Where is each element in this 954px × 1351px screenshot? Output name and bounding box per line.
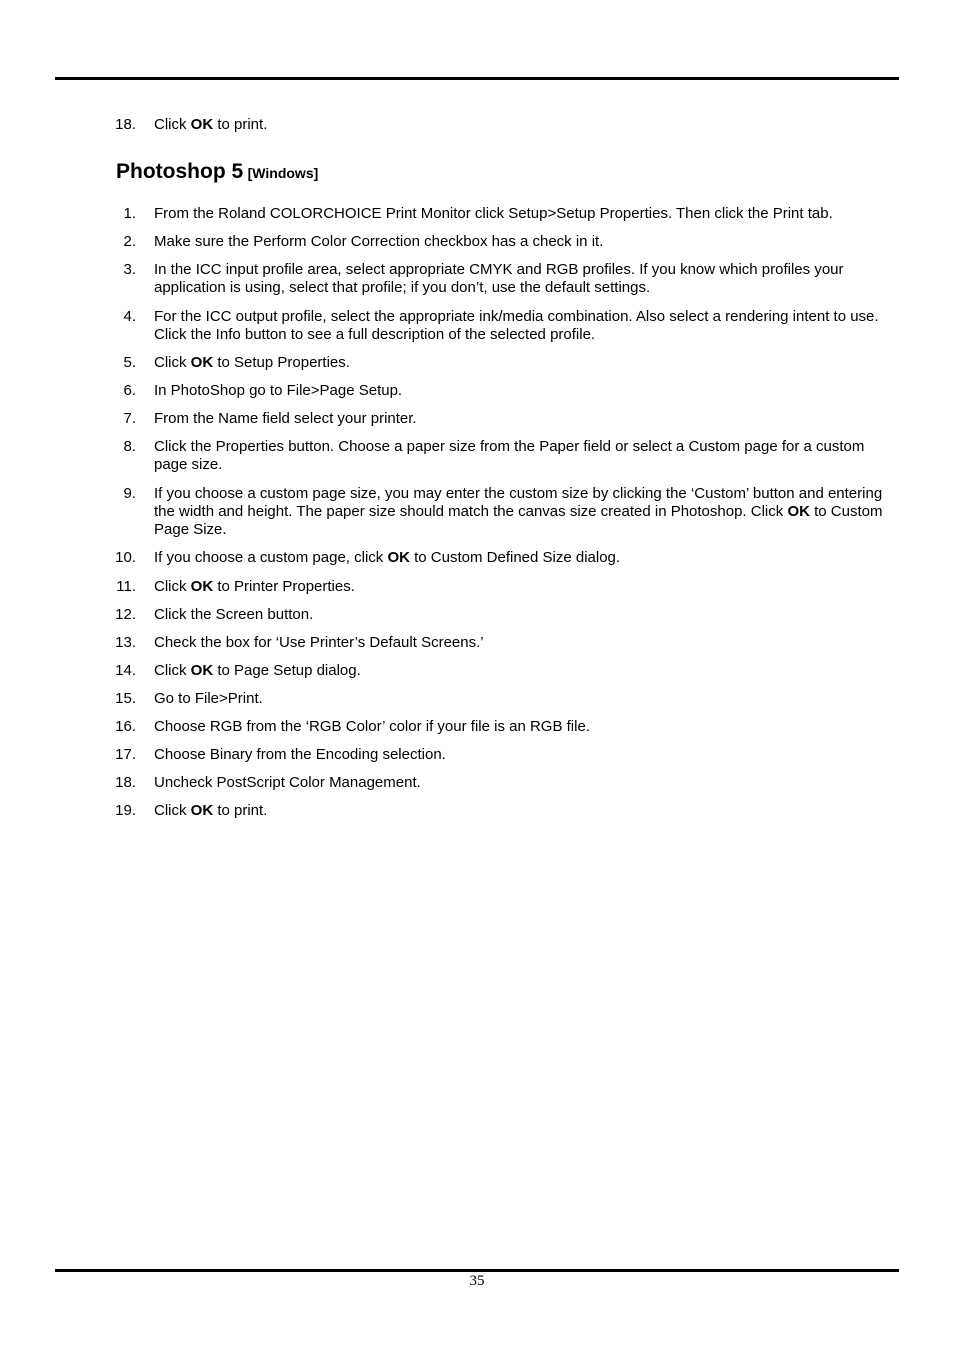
text-run: Click [154,662,191,679]
step-text [154,261,899,297]
step-number: 7. [123,410,136,427]
step-text [154,690,899,708]
step-number: 11. [116,578,136,595]
step-number: 14. [115,662,136,679]
text-run: Go to File>Print. [154,690,263,707]
step-number: 2. [123,233,136,250]
text-run: Click [154,116,191,133]
text-run: From the Name field select your printer. [154,410,417,427]
step-number: 18. [115,774,136,791]
text-run: Click the Screen button. [154,606,314,623]
emphasis-text: OK [190,354,214,371]
text-run: Choose Binary from the Encoding selection. [154,746,446,763]
step-text [154,410,899,428]
step-text [154,774,899,792]
step-text [154,662,899,680]
step-text [154,746,899,764]
step-text [154,634,899,652]
emphasis-text: OK [387,549,410,566]
text-run: to print. [213,802,268,819]
emphasis-text: OK [190,578,214,595]
text-run: Click the Properties button. Choose a paper size from the Paper field or select a Custom page for a custom page size. [154,438,865,473]
text-run: Click [154,802,191,819]
step-number: 8. [123,438,136,455]
text-run: For the ICC output profile, select the appropriate ink/media combination. Also select a rendering intent to use. Click the Info button to see a full description of the selected profile. [154,308,879,343]
text-run: to Setup Properties. [213,354,350,371]
step-number: 16. [115,718,136,735]
text-run: Uncheck PostScript Color Management. [154,774,421,791]
step-number: 12. [115,606,136,623]
step-text [154,308,899,344]
text-run: Click [154,354,191,371]
emphasis-text: OK [190,116,214,133]
text-run: If you choose a custom page size, you may enter the custom size by clicking the ‘Custom’ button and entering the width and height. The paper size should match the canvas size created in Photoshop. Click [154,485,883,520]
step-text [154,116,899,134]
text-run: Click [154,578,191,595]
step-text [154,485,899,539]
step-number: 3. [123,261,136,278]
text-run: From the Roland COLORCHOICE Print Monitor click Setup>Setup Properties. Then click the Print tab. [154,205,833,222]
step-text [154,205,899,223]
step-number: 10. [115,549,136,566]
step-text [154,233,899,251]
header-rule [55,77,899,80]
text-run: to print. [213,116,268,133]
step-number: 9. [123,485,136,502]
step-number: 13. [115,634,136,651]
step-text [154,382,899,400]
section-platform-tag: [Windows] [247,165,319,181]
text-run: Check the box for ‘Use Printer’s Default Screens.’ [154,634,484,651]
step-number: 17. [115,746,136,763]
section-title: Photoshop 5 [116,160,244,183]
footer-rule [55,1269,899,1272]
text-run: to Custom Page Size. [154,503,883,538]
step-number: 4. [123,308,136,325]
step-text [154,354,899,372]
text-run: to Printer Properties. [213,578,355,595]
step-text [154,718,899,736]
step-number: 6. [123,382,136,399]
text-run: to Custom Defined Size dialog. [409,549,621,566]
step-number: 5. [123,354,136,371]
step-number: 19. [115,802,136,819]
step-text [154,802,899,820]
step-text [154,438,899,474]
page-number: 35 [469,1273,485,1289]
step-number: 1. [123,205,136,222]
emphasis-text: OK [190,662,214,679]
step-text [154,578,899,596]
emphasis-text: OK [787,503,810,520]
text-run: If you choose a custom page, click [154,549,388,566]
text-run: to Page Setup dialog. [213,662,361,679]
step-text [154,606,899,624]
step-number: 15. [115,690,136,707]
text-run: Make sure the Perform Color Correction checkbox has a check in it. [154,233,604,250]
emphasis-text: OK [190,802,214,819]
step-number: 18. [115,116,136,133]
step-text [154,549,899,567]
text-run: In PhotoShop go to File>Page Setup. [154,382,403,399]
text-run: Choose RGB from the ‘RGB Color’ color if your file is an RGB file. [154,718,590,735]
section-heading [116,160,318,184]
text-run: In the ICC input profile area, select appropriate CMYK and RGB profiles. If you know which profiles your application is using, select that profile; if you don’t, use the default settings. [154,261,844,296]
